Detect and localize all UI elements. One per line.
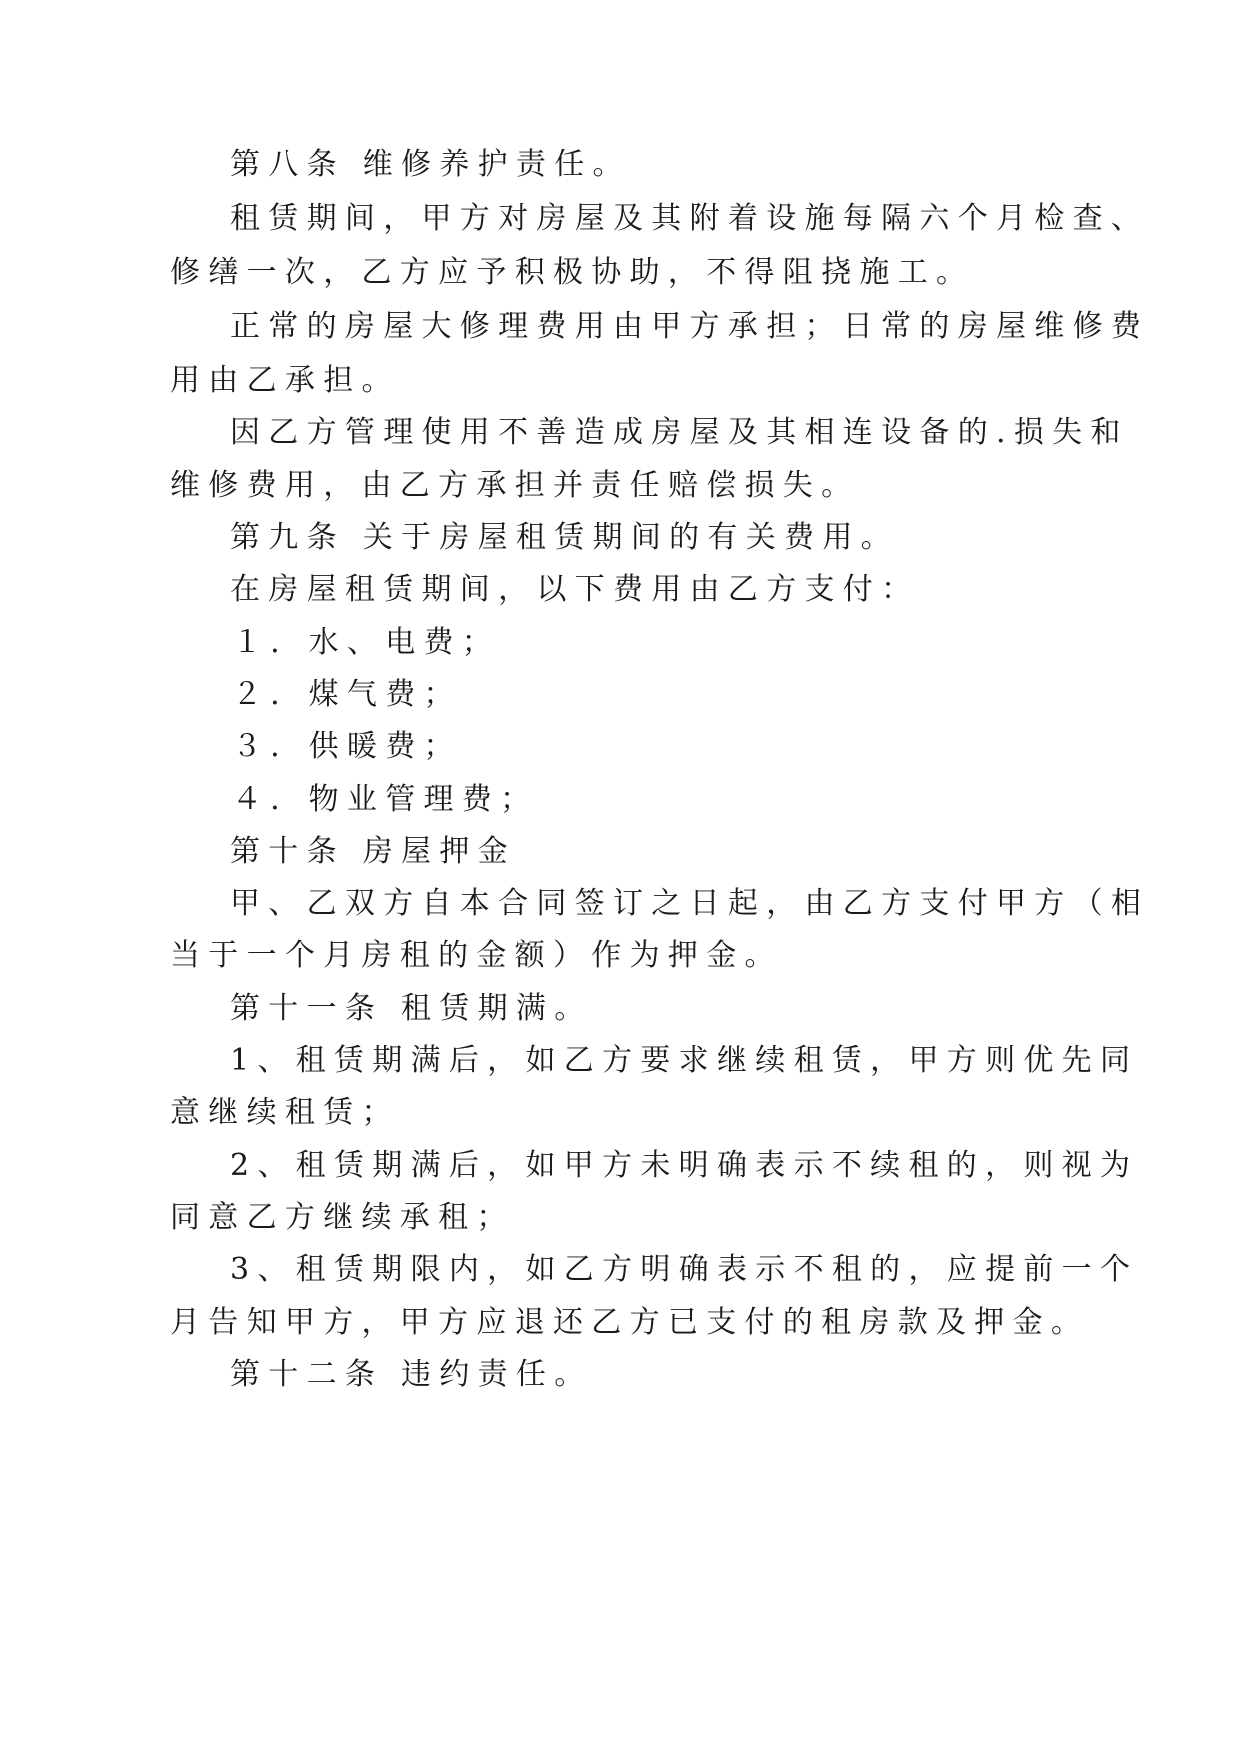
article-12-heading: 第十二条 违约责任。 [230,1357,593,1392]
article-11-item-2-line-2: 同意乙方继续承租； [170,1200,515,1235]
article-8-para-1-line-2: 修缮一次，乙方应予积极协助，不得阻挠施工。 [170,255,975,290]
article-10-heading: 第十条 房屋押金 [230,834,516,869]
fee-item-4: ４．物业管理费； [232,782,539,817]
article-9-intro: 在房屋租赁期间，以下费用由乙方支付： [230,572,920,607]
article-11-heading: 第十一条 租赁期满。 [230,991,593,1026]
article-11-item-2-line-1: 2、租赁期满后，如甲方未明确表示不续租的，则视为 [230,1148,1139,1183]
article-10-para-line-2: 当于一个月房租的金额）作为押金。 [170,938,783,973]
fee-item-3: ３．供暖费； [232,729,462,764]
article-8-para-3-line-2: 维修费用，由乙方承担并责任赔偿损失。 [170,468,860,503]
article-11-item-1-line-1: 1、租赁期满后，如乙方要求继续租赁，甲方则优先同 [230,1043,1139,1078]
article-8-para-2-line-1: 正常的房屋大修理费用由甲方承担；日常的房屋维修费 [230,309,1150,344]
article-11-item-1-line-2: 意继续租赁； [170,1095,400,1130]
article-11-item-3-line-2: 月告知甲方，甲方应退还乙方已支付的租房款及押金。 [170,1305,1090,1340]
article-9-heading: 第九条 关于房屋租赁期间的有关费用。 [230,520,899,555]
fee-item-1: １．水、电费； [232,625,501,660]
article-8-heading: 第八条 维修养护责任。 [230,147,631,182]
article-8-para-1-line-1: 租赁期间，甲方对房屋及其附着设施每隔六个月检查、 [230,201,1150,236]
article-10-para-line-1: 甲、乙双方自本合同签订之日起，由乙方支付甲方（相 [230,886,1150,921]
article-8-para-3-line-1: 因乙方管理使用不善造成房屋及其相连设备的.损失和 [230,415,1129,450]
fee-item-2: ２．煤气费； [232,677,462,712]
article-11-item-3-line-1: 3、租赁期限内，如乙方明确表示不租的，应提前一个 [230,1252,1139,1287]
article-8-para-2-line-2: 用由乙承担。 [170,363,400,398]
